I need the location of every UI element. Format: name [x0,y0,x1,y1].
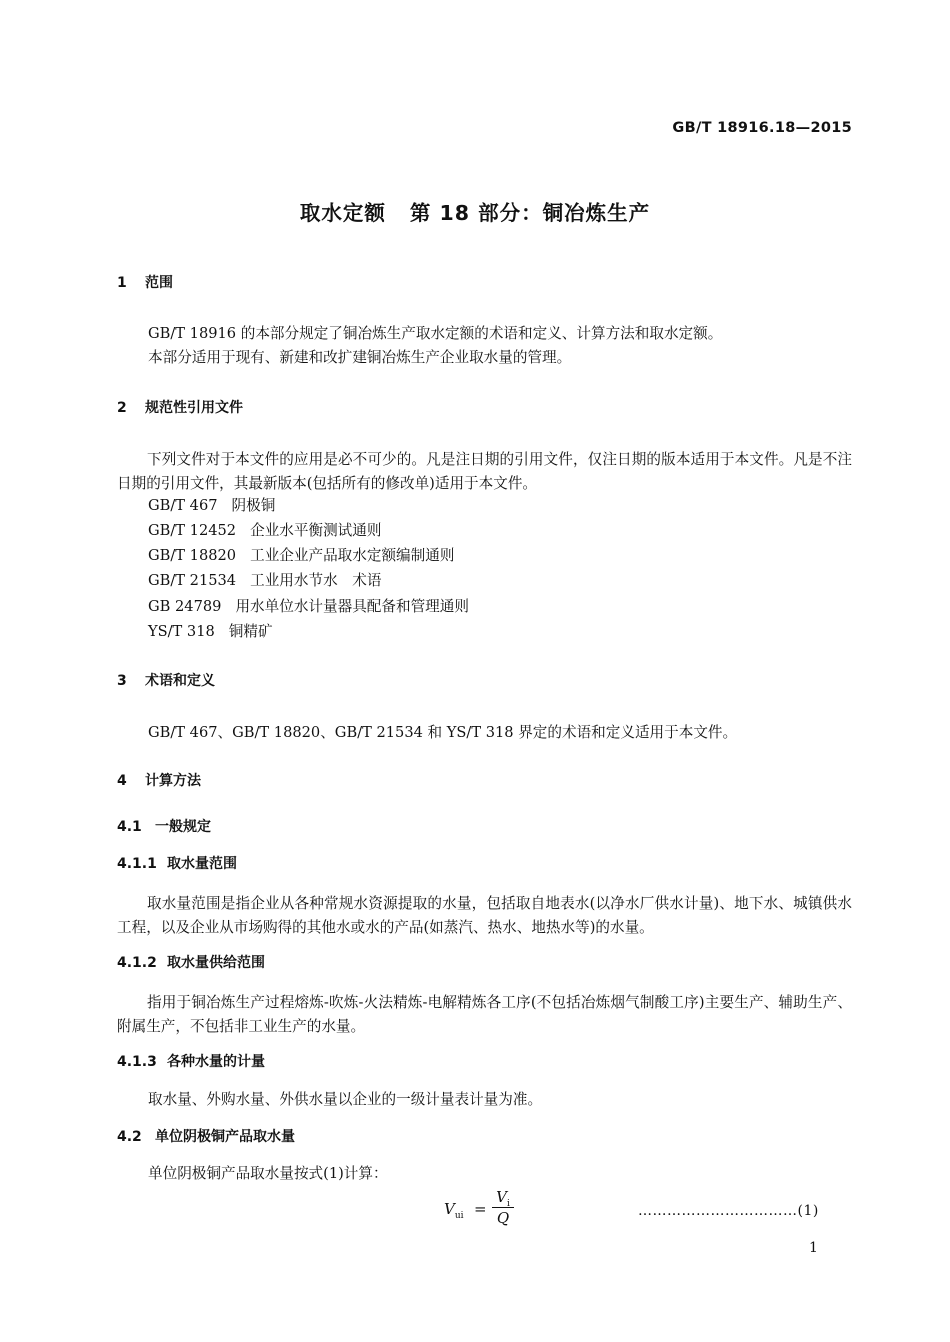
section-title: 术语和定义 [145,673,215,689]
section-title: 各种水量的计量 [167,1054,265,1070]
sec3-paragraph: GB/T 467、GB/T 18820、GB/T 21534 和 YS/T 318 界定的术语和定义适用于本文件。 [148,724,738,741]
sec4-2-paragraph: 单位阴极铜产品取水量按式(1)计算： [148,1165,388,1182]
section-title: 取水量范围 [167,856,237,872]
sec4-1-1-paragraph: 取水量范围是指企业从各种常规水资源提取的水量，包括取自地表水(以净水厂供水计量)、地下水、城镇供水工程，以及企业从市场购得的其他水或水的产品(如蒸汽、热水、地热水等)的水量。 [117,895,852,936]
reference-code: GB/T 21534 [148,572,237,589]
sec2-intro: 下列文件对于本文件的应用是必不可少的。凡是注日期的引用文件，仅注日期的版本适用于本文件。凡是不注日期的引用文件，其最新版本(包括所有的修改单)适用于本文件。 [117,451,852,492]
section-number: 4.1.2 [117,955,157,971]
reference-title: 企业水平衡测试通则 [250,522,382,539]
document-title [0,196,950,226]
page-number: 1 [809,1240,818,1256]
reference-item [148,519,381,540]
formula-equals: = [474,1200,487,1218]
section-title: 取水量供给范围 [167,955,265,971]
section-title: 规范性引用文件 [145,400,243,416]
reference-code: GB/T 12452 [148,522,237,539]
section-title: 计算方法 [145,773,201,789]
formula-numerator [492,1188,514,1207]
section-3-heading [117,670,215,690]
section-number: 1 [117,275,127,291]
title-main: 取水定额 [299,201,386,225]
section-number: 4.1.1 [117,856,157,872]
section-4-heading [117,770,201,790]
section-1-heading [117,272,173,292]
reference-item [148,544,454,565]
formula-lhs-var: V [444,1200,455,1218]
section-number: 2 [117,400,127,416]
reference-title: 用水单位水计量器具配备和管理通则 [235,598,469,615]
formula-num-var: V [496,1188,507,1206]
section-title: 一般规定 [155,819,211,835]
standard-code: GB/T 18916.18—2015 [672,120,852,136]
formula-lhs-sub: ui [454,1211,464,1221]
formula-num-sub: i [506,1199,510,1209]
section-number: 3 [117,673,127,689]
reference-code: GB/T 18820 [148,547,237,564]
sec1-paragraph-2: 本部分适用于现有、新建和改扩建铜冶炼生产企业取水量的管理。 [148,349,572,366]
section-title: 单位阴极铜产品取水量 [155,1129,295,1145]
sec4-1-3-paragraph: 取水量、外购水量、外供水量以企业的一级计量表计量为准。 [148,1091,543,1108]
fraction-bar [492,1207,514,1208]
subsection-4-1-3-heading [117,1051,265,1071]
subsection-4-1-heading [117,816,211,836]
reference-item [148,620,273,641]
reference-title: 工业用水节水 术语 [250,572,382,589]
reference-title: 工业企业产品取水定额编制通则 [250,547,455,564]
equation-number: ……………………………(1) [638,1203,819,1219]
section-number: 4.2 [117,1129,142,1145]
formula-fraction [492,1188,514,1227]
subsection-4-1-1-heading [117,853,237,873]
reference-item [148,595,469,616]
section-number: 4.1.3 [117,1054,157,1070]
reference-code: YS/T 318 [148,623,215,640]
reference-title: 阴极铜 [231,497,276,514]
formula-lhs [444,1200,464,1221]
subsection-4-2-heading [117,1126,295,1146]
reference-item [148,569,381,590]
reference-item [148,494,275,515]
subsection-4-1-2-heading [117,952,265,972]
title-part: 第 18 部分：铜冶炼生产 [409,201,651,225]
section-title: 范围 [145,275,173,291]
sec4-1-2-paragraph: 指用于铜冶炼生产过程熔炼-吹炼-火法精炼-电解精炼各工序(不包括冶炼烟气制酸工序)主要生产、辅助生产、附属生产，不包括非工业生产的水量。 [117,994,852,1035]
section-2-heading [117,397,243,417]
section-number: 4.1 [117,819,142,835]
reference-title: 铜精矿 [228,623,273,640]
section-number: 4 [117,773,127,789]
reference-code: GB/T 467 [148,497,218,514]
reference-code: GB 24789 [148,598,222,615]
sec1-paragraph-1: GB/T 18916 的本部分规定了铜冶炼生产取水定额的术语和定义、计算方法和取水定额。 [148,325,723,342]
formula-denominator: Q [496,1209,510,1227]
